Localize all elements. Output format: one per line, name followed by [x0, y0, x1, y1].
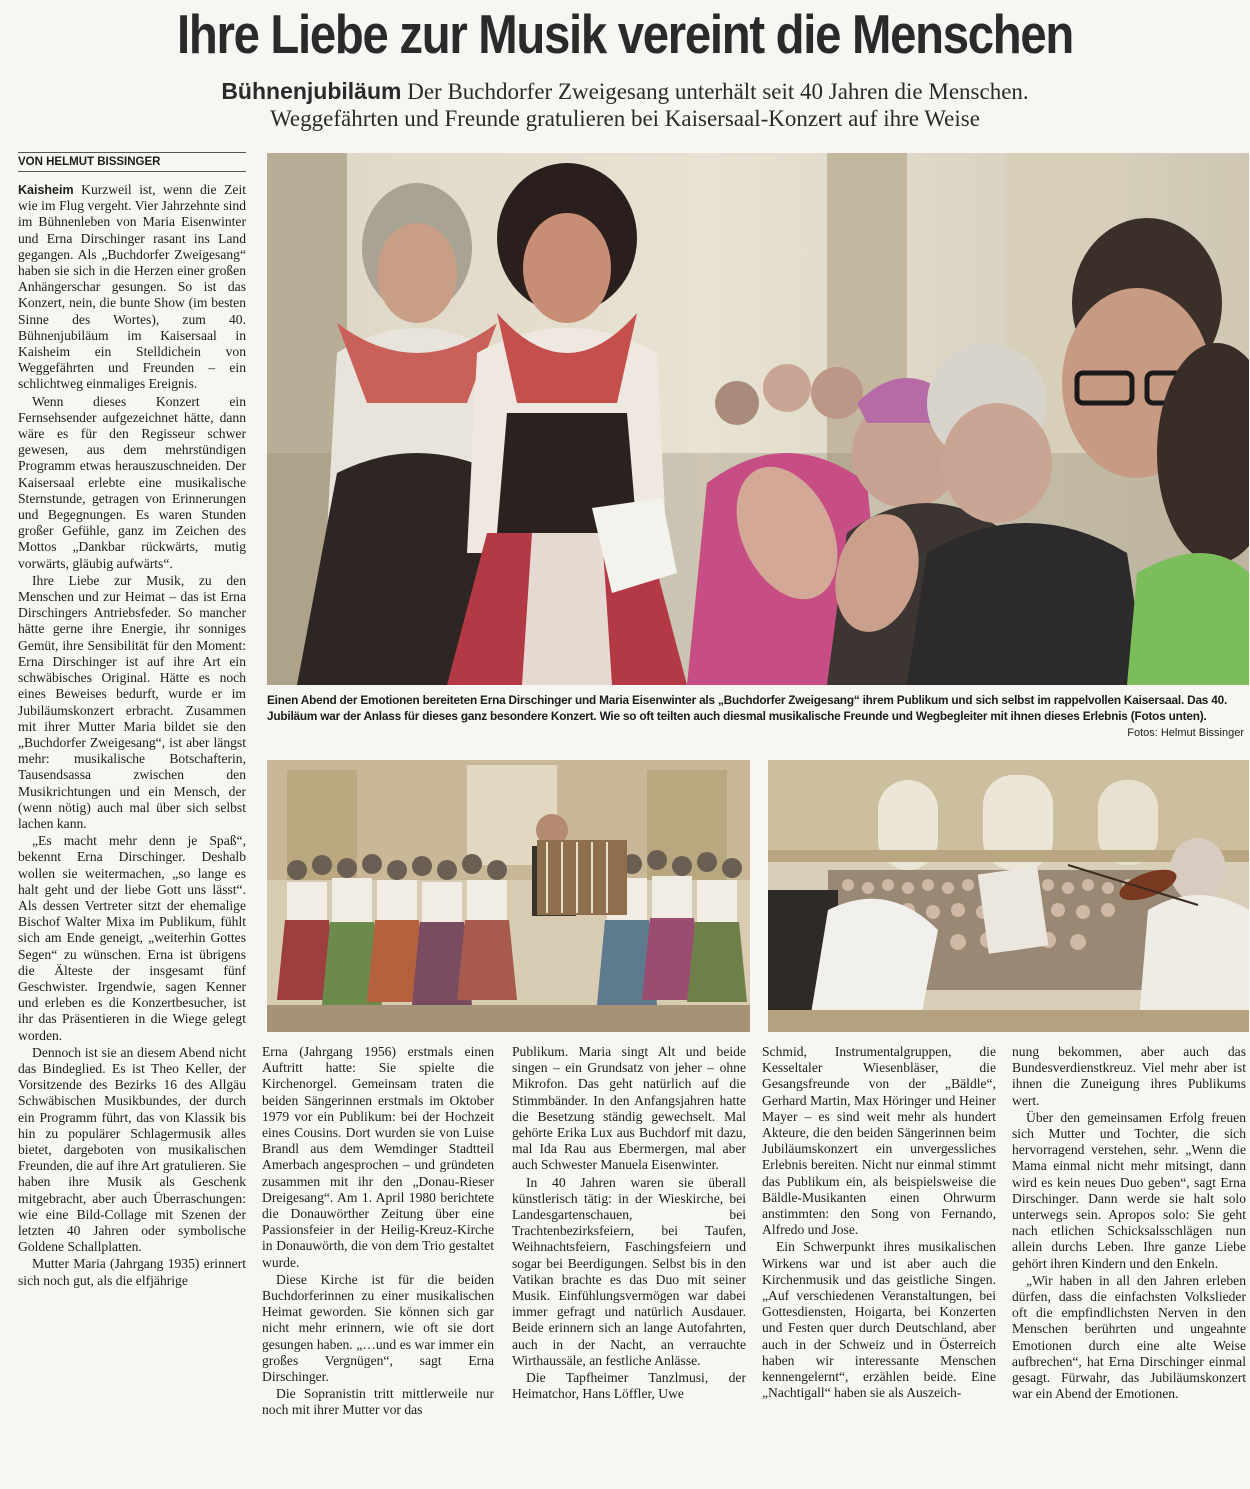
article-column-5 [1012, 1044, 1246, 1474]
subhead-line-1: Der Buchdorfer Zweigesang unterhält seit 40 Jahren die Menschen. [407, 79, 1029, 104]
paragraph: Publikum. Maria singt Alt und beide singen – ein Grundsatz von jeher – ohne Mikrofon. Das geht natürlich auf die Stimmbänder. In den Anfangsjahren hatte die Besetzung ständig gewechselt. Mal gehörte Erika Lux aus Buchdorf mit dazu, mal Ida Rau aus Ebermergen, mal aber auch Schwester Manuela Eisenwinter. [512, 1044, 746, 1173]
paragraph: Schmid, Instrumentalgruppen, die Kesseltaler Wiesenbläser, die Gesangsfreunde von der „Bäldle“, Gerhard Martin, Max Höringer und Heiner Mayer – es sind weit mehr als hundert Akteure, die den beiden Sängerinnen beim Jubiläumskonzert ein unvergessliches Erlebnis bereiten. Nicht nur einmal stimmt das Publikum ein, als beispielsweise die Bäldle-Musikanten einen Ohrwurm anstimmten: den Song von Fernando, Alfredo und Jose. [762, 1044, 996, 1238]
paragraph: nung bekommen, aber auch das Bundesverdienstkreuz. Viel mehr aber ist ihnen die Zuneigung ihres Publikums wert. [1012, 1044, 1246, 1108]
paragraph: Ein Schwerpunkt ihres musikalischen Wirkens war und ist aber auch die Kirchenmusik und das geistliche Singen. „Auf verschiedenen Veranstaltungen, bei Gottesdiensten, Hoigarta, bei Konzerten und Festen quer durch Deutschland, aber auch in der Schweiz und in Österreich haben wir interessante Menschen kennengelernt“, erzählen beide. Eine „Nachtigall“ haben sie als Auszeich- [762, 1239, 996, 1401]
subhead-line-2: Weggefährten und Freunde gratulieren bei Kaisersaal-Konzert auf ihre Weise [270, 106, 980, 131]
photo-hall-with-violinist [768, 760, 1249, 1032]
paragraph: Wenn dieses Konzert ein Fernsehsender aufgezeichnet hätte, dann wäre es für den Regisseur schwer gewesen, aus dem mehrstündigen Programm etwas herauszuschneiden. Der Kaisersaal erlebte eine musikalische Sternstunde, getragen von Erinnerungen und Begegnungen. Es waren Stunden großer Gefühle, ganz im Zeichen des Mottos „Dankbar rückwärts, mutig vorwärts, gläubig aufwärts“. [18, 393, 246, 571]
paragraph: Dennoch ist sie an diesem Abend nicht das Bindeglied. Es ist Theo Keller, der Vorsitzende des Bezirks 16 des Allgäu Schwäbischen Musikbundes, der durch ein Programm führt, das von Klassik bis hin zu populärer Schlagermusik alles bietet, dargeboten von musikalischen Freunden, die auf ihre Art gratulieren. Sie haben ihre Musik als Geschenk mitgebracht, aber auch Überraschungen: wie eine Bild-Collage mit Szenen der letzten 40 Jahren oder symbolische Goldene Schallplatten. [18, 1044, 246, 1255]
subhead-kicker: Bühnenjubiläum [221, 78, 402, 104]
paragraph: Erna (Jahrgang 1956) erstmals einen Auftritt hatte: Sie spielte die Kirchenorgel. Gemeinsam traten die beiden Sängerinnen erstmals im Oktober 1979 vor ein Publikum: bei der Hochzeit eines Cousins. Dort wurden sie von Luise Brandl aus dem Wemdinger Stadtteil Amerbach angesprochen – und gründeten zusammen mit ihr den „Donau-Rieser Dreigesang“. Am 1. April 1980 berichtete die Donauwörther Zeitung über eine Passionsfeier in der Heilig-Kreuz-Kirche in Donauwörth, die von dem Trio gestaltet wurde. [262, 1044, 494, 1270]
paragraph: In 40 Jahren waren sie überall künstlerisch tätig: in der Wieskirche, bei Landesgartenschauen, bei Trachtenbezirksfeiern, bei Taufen, Weihnachtsfeiern, Faschingsfeiern und sogar bei Beerdigungen. Selbst bis in den Vatikan brachte es das Duo mit seiner Musik. Einfühlungsvermögen war dabei immer gefragt und natürlich Ausdauer. Beide erinnern sich an lange Autofahrten, auch in der Nacht, an verrauchte Wirthaussäle, an festliche Anlässe. [512, 1174, 746, 1368]
paragraph: Ihre Liebe zur Musik, zu den Menschen und zur Heimat – das ist Erna Dirschingers Antriebsfeder. So mancher hätte gerne ihre Energie, ihr sonniges Gemüt, ihre Sensibilität für den Moment: Erna Dirschinger ist auf ihre Art ein schwäbisches Original. Hätte es noch eines Beweises bedurft, wurde er im Jubiläumskonzert erbracht. Zusammen mit ihrer Mutter Maria bildet sie den „Buchdorfer Zweigesang“, ist aber längst mehr: musikalische Botschafterin, Tausendsassa zwischen den Musikrichtungen und ein Mensch, der (wenn nötig) auch mal über sich selbst lachen kann. [18, 572, 246, 831]
article-column-2 [262, 1044, 494, 1474]
paragraph [18, 182, 246, 393]
paragraph: „Es macht mehr denn je Spaß“, bekennt Erna Dirschinger. Deshalb wollen sie weitermachen, „so lange es halt geht und der liebe Gott uns lässt“. Als dessen Vertreter sitzt der ehemalige Bischof Walter Mixa im Publikum, fühlt sich am Ende geneigt, „weiterhin Gottes Segen“ zu wünschen. Erna ist übrigens die Älteste der insgesamt fünf Geschwister. Irgendwie, sagen Kenner und erleben es die Konzertbesucher, ist ihr das Präsentieren in die Wiege gelegt worden. [18, 833, 246, 1043]
subheadline [0, 78, 1250, 132]
paragraph: Die Sopranistin tritt mittlerweile nur noch mit ihrer Mutter vor das [262, 1386, 494, 1418]
dateline: Kaisheim [18, 183, 74, 197]
photo-credit: Fotos: Helmut Bissinger [1127, 727, 1244, 739]
article-column-1 [18, 182, 246, 1482]
paragraph: Mutter Maria (Jahrgang 1935) erinnert sich noch gut, als die elfjährige [18, 1256, 246, 1288]
byline: VON HELMUT BISSINGER [18, 152, 246, 172]
main-photo-duo-greeting-audience [267, 153, 1249, 685]
paragraph: „Wir haben in all den Jahren erleben dürfen, dass die einfachsten Volkslieder oft die empfindlichsten Nerven in den Menschen berührten und ungeahnte Emotionen durch eine alte Weise aufbrechen“, hat Erna Dirschinger einmal gesagt. Fürwahr, das Jubiläumskonzert war ein Abend der Emotionen. [1012, 1272, 1246, 1402]
paragraph-text: Kurzweil ist, wenn die Zeit wie im Flug vergeht. Vier Jahrzehnte sind im Bühnenleben von Maria Eisenwinter und Erna Dirschinger rasant ins Land gegangen. Als „Buchdorfer Zweigesang“ haben sie sich in die Herzen einer großen Anhängerschar gesungen. So ist das Konzert, nein, die bunte Show (im besten Sinne des Wortes), zum 40. Bühnenjubiläum im Kaisersaal in Kaisheim ein Stelldichein von Weggefährten und Freunden – ein schlichtweg einmaliges Ereignis. [18, 182, 246, 392]
photo-caption: Einen Abend der Emotionen bereiteten Erna Dirschinger und Maria Eisenwinter als „Buchdorfer Zweigesang“ ihrem Publikum und sich selbst im rappelvollen Kaisersaal. Das 40. Jubiläum war der Anlass für dieses ganz besondere Konzert. Wie so oft teilten auch diesmal musikalische Freunde und Wegbegleiter mit ihnen dieses Erlebnis (Fotos unten). [267, 693, 1228, 723]
paragraph: Diese Kirche ist für die beiden Buchdorferinnen zu einer musikalischen Heimat geworden. Sie können sich gar nicht mehr erinnern, wie oft sie dort gesungen haben. „…und es war immer ein großes Vergnügen“, sagt Erna Dirschinger. [262, 1271, 494, 1385]
article-column-3 [512, 1044, 746, 1474]
paragraph: Die Tapfheimer Tanzlmusi, der Heimatchor, Hans Löffler, Uwe [512, 1370, 746, 1402]
headline: Ihre Liebe zur Musik vereint die Menschen [176, 3, 1073, 65]
article-column-4 [762, 1044, 996, 1474]
photo-choir-with-accordion [267, 760, 750, 1032]
paragraph: Über den gemeinsamen Erfolg freuen sich Mutter und Tochter, die sich hervorragend verstehen, sehr. „Wenn die Mama einmal nicht mehr mitsingt, dann wird es kein neues Duo geben“, sagt Erna Dirschinger. Dann werde sie halt solo unterwegs sein. Apropos solo: Sie geht nach etlichen Schicksalsschlägen nun allein durchs Leben. Ihre ganze Liebe gehört ihren Kindern und den Enkeln. [1012, 1109, 1246, 1271]
